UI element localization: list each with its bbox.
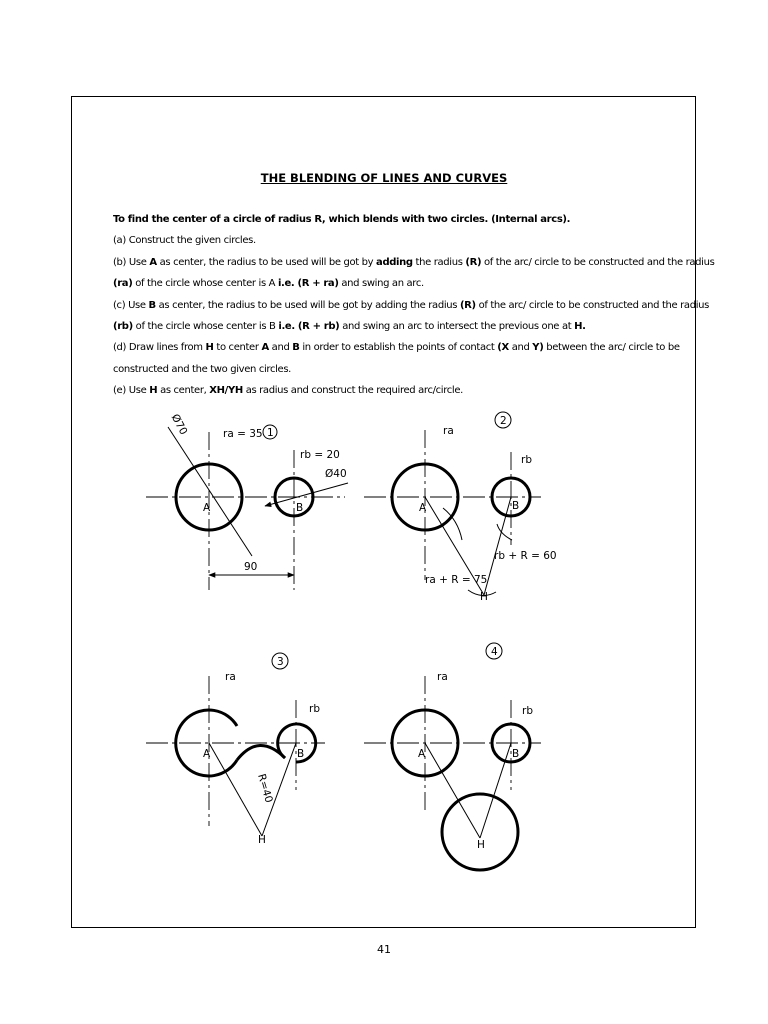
step-b-line2: (ra) of the circle whose center is A i.e. (R + ra) and swing an arc. <box>113 278 424 290</box>
ra-label: ra = 35 <box>223 428 263 440</box>
diameter-b-label: Ø40 <box>325 468 347 480</box>
center-b-label: B <box>512 748 520 760</box>
figure-3 <box>146 653 325 846</box>
step-c-line1: (c) Use B as center, the radius to be used will be got by adding the radius (R) of the arc/ circle to be constructed and the radius <box>113 299 709 311</box>
page-number: 41 <box>377 943 391 956</box>
step-d-line2: constructed and the two given circles. <box>113 363 292 375</box>
step-c-line2: (rb) of the circle whose center is B i.e. (R + rb) and swing an arc to intersect the previous one at H. <box>113 321 586 333</box>
figure-4 <box>364 643 541 870</box>
center-b-label: B <box>297 748 305 760</box>
figure-number: 3 <box>277 656 284 668</box>
distance-label: 90 <box>244 561 258 573</box>
rb-label: rb = 20 <box>300 449 340 461</box>
h-label: H <box>258 834 266 846</box>
h-label: H <box>477 839 485 851</box>
rb-label: rb <box>522 705 533 717</box>
ra-label: ra <box>225 671 236 683</box>
rb-label: rb <box>521 454 532 466</box>
figure-2 <box>364 412 557 603</box>
figure-1 <box>146 412 348 590</box>
problem-heading: To find the center of a circle of radius R, which blends with two circles. (Internal arcs). <box>113 214 571 225</box>
arc-a-label: ra + R = 75 <box>425 574 488 586</box>
line-h-to-a <box>209 743 262 836</box>
center-b-label: B <box>296 502 304 514</box>
step-b-line1: (b) Use A as center, the radius to be used will be got by adding the radius (R) of the arc/ circle to be constructed and the radius <box>113 256 715 268</box>
center-a-label: A <box>203 748 211 760</box>
line-h-to-b <box>480 743 511 838</box>
figure-number: 4 <box>491 646 498 658</box>
arc-from-b <box>497 524 512 540</box>
figure-number: 2 <box>500 415 507 427</box>
step-e: (e) Use H as center, XH/YH as radius and construct the required arc/circle. <box>113 385 463 397</box>
arc-b-label: rb + R = 60 <box>494 550 557 562</box>
figure-number: 1 <box>267 427 274 439</box>
blend-circle <box>442 794 518 870</box>
rb-label: rb <box>309 703 320 715</box>
center-a-label: A <box>419 502 427 514</box>
ra-label: ra <box>443 425 454 437</box>
ra-label: ra <box>437 671 448 683</box>
radius-label: R=40 <box>255 772 275 805</box>
center-a-label: A <box>203 502 211 514</box>
h-label: H <box>480 591 488 603</box>
center-b-label: B <box>512 500 520 512</box>
line-h-to-a <box>425 743 480 838</box>
diameter-a-label: Ø70 <box>168 412 190 437</box>
center-a-label: A <box>418 748 426 760</box>
diameter-leader-a <box>168 427 252 556</box>
step-d-line1: (d) Draw lines from H to center A and B in order to establish the points of contact (X and Y) between the arc/ circle to be <box>113 342 680 354</box>
page-title: THE BLENDING OF LINES AND CURVES <box>260 171 508 185</box>
step-a: (a) Construct the given circles. <box>113 235 256 247</box>
